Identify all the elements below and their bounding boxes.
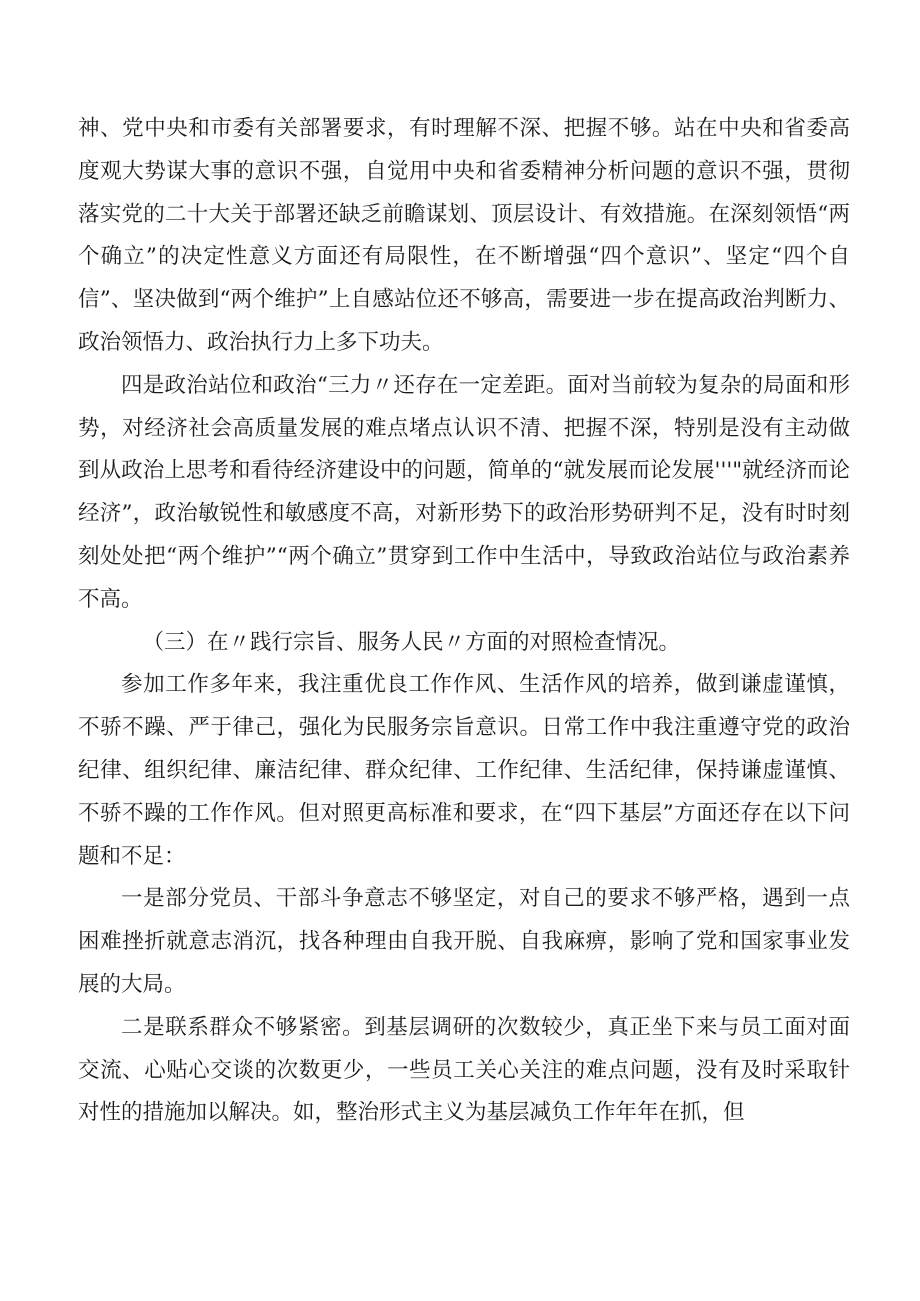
paragraph-point-one: 一是部分党员、干部斗争意志不够坚定，对自己的要求不够严格，遇到一点困难挫折就意志消沉，找各种理由自我开脱、自我麻痹，影响了党和国家事业发展的大局。 xyxy=(78,886,850,997)
paragraph-point-two: 二是联系群众不够紧密。到基层调研的次数较少，真正坐下来与员工面对面交流、心贴心交谈的次数更少，一些员工关心关注的难点问题，没有及时采取针对性的措施加以解决。如，整治形式主义为基层减负工作年年在抓，但 xyxy=(78,1014,850,1126)
paragraph-point-four: 四是政治站位和政治“三力〃还存在一定差距。面对当前较为复杂的局面和形势，对经济社会高质量发展的难点堵点认识不清、把握不深，特别是没有主动做到从政治上思考和看待经济建设中的问题，简单的“就发展而论发展'''"就经济而论经济”，政治敏锐性和敏感度不高，对新形势下的政治形势研判不足，没有时时刻刻处处把“两个维护”“两个确立”贯穿到工作中生活中，导致政治站位与政治素养不高。 xyxy=(78,372,850,612)
paragraph-intro: 参加工作多年来，我注重优良工作作风、生活作风的培养，做到谦虚谨慎，不骄不躁、严于律己，强化为民服务宗旨意识。日常工作中我注重遵守党的政治纪律、组织纪律、廉洁纪律、群众纪律、工作纪律、生活纪律，保持谦虚谨慎、不骄不躁的工作作风。但对照更高标准和要求，在“四下基层”方面还存在以下问题和不足： xyxy=(78,672,850,869)
paragraph-continuation: 神、党中央和市委有关部署要求，有时理解不深、把握不够。站在中央和省委高度观大势谋大事的意识不强，自觉用中央和省委精神分析问题的意识不强，贯彻落实党的二十大关于部署还缺乏前瞻谋划、顶层设计、有效措施。在深刻领悟“两个确立”的决定性意义方面还有局限性，在不断增强“四个意识”、坚定“四个自信”、坚决做到“两个维护”上自感站位还不够高，需要进一步在提高政治判断力、政治领悟力、政治执行力上多下功夫。 xyxy=(78,116,850,355)
document-body xyxy=(78,108,850,1135)
section-heading: （三）在〃践行宗旨、服务人民〃方面的对照检查情况。 xyxy=(142,629,681,655)
